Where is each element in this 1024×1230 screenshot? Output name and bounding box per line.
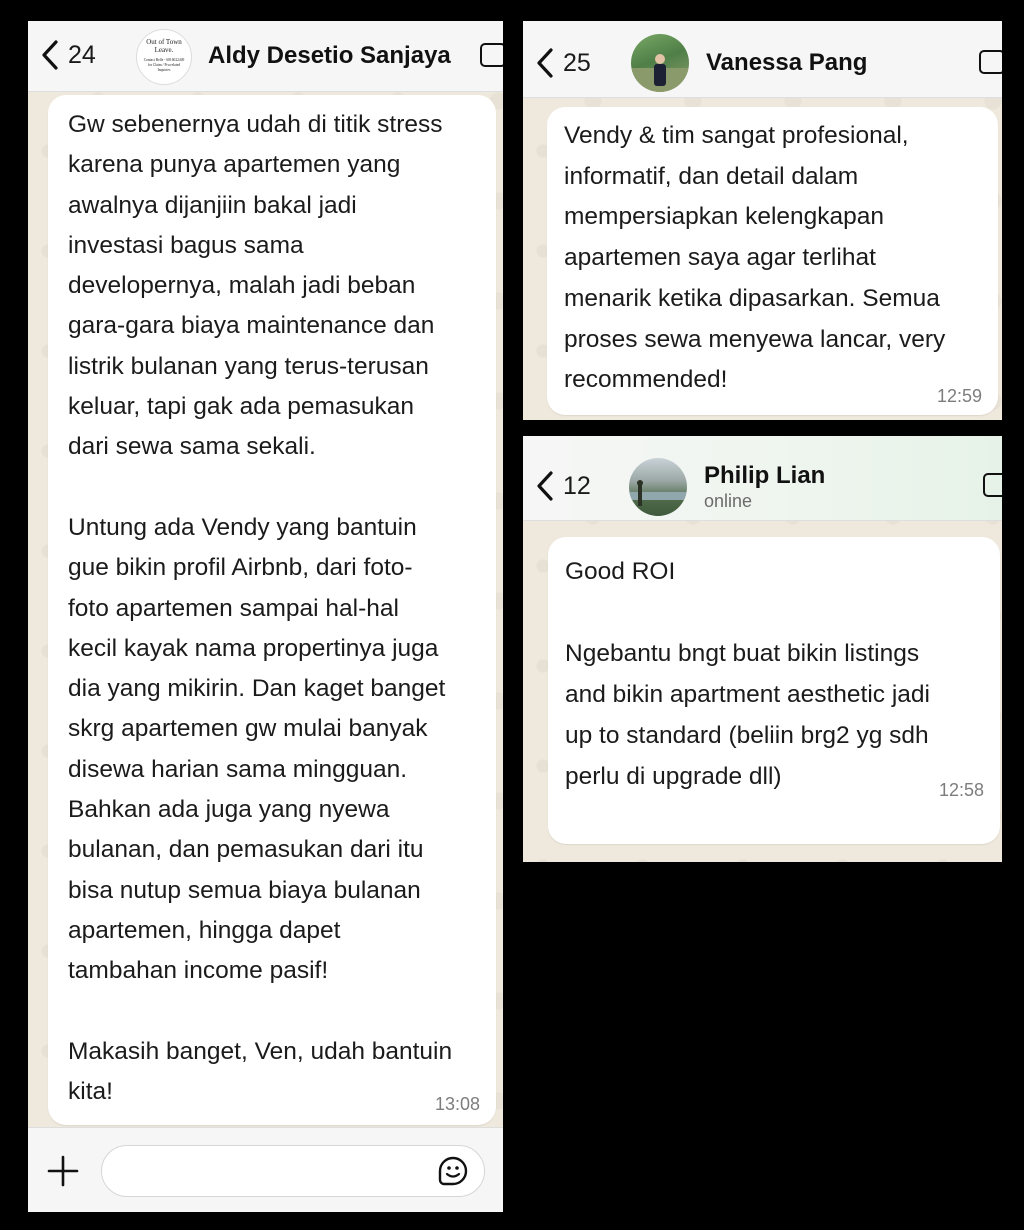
sticker-icon[interactable] (436, 1154, 470, 1188)
chevron-left-icon (535, 47, 555, 79)
message-bubble (547, 107, 998, 415)
chat-header (28, 21, 503, 92)
video-call-icon[interactable] (983, 473, 1002, 497)
avatar[interactable] (631, 34, 689, 92)
message-text: Gw sebenernya udah di titik stress karena punya apartemen yang awalnya dijanjiin bakal jadi investasi bagus sama developernya, malah jadi beban gara-gara biaya maintenance dan listrik bulanan yang terus-terusan keluar, tapi gak ada pemasukan dari sewa sama sekali. Untung ada Vendy yang bantuin gue bikin profil Airbnb, dari foto- foto apartemen sampai hal-hal kecil kayak nama propertinya juga dia yang mikirin. Dan kaget banget skrg apartemen gw mulai banyak disewa harian sama mingguan. Bahkan ada juga yang nyewa bulanan, dan pemasukan dari itu bisa nutup semua biaya bulanan apartemen, hingga dapet tambahan income pasif! Makasih banget, Ven, udah bantuin kita! (68, 111, 453, 1106)
avatar-text-line: Out of Town (146, 38, 182, 46)
avatar-text-line: Inquiries (157, 68, 171, 72)
avatar[interactable] (629, 458, 687, 516)
contact-name[interactable]: Aldy Desetio Sanjaya (208, 42, 451, 69)
back-button[interactable] (40, 39, 96, 71)
message-bubble (48, 95, 496, 1125)
message-bubble (548, 537, 1000, 844)
video-call-icon[interactable] (979, 50, 1002, 74)
chat-header (523, 21, 1002, 98)
avatar-text-line: for Claim / Pru related (147, 63, 181, 67)
chat-panel-vanessa (523, 21, 1002, 420)
message-text: Good ROI Ngebantu bngt buat bikin listings and bikin apartment aesthetic jadi up to standard (beliin brg2 yg sdh perlu di upgrade dll) (565, 558, 930, 790)
message-text: Vendy & tim sangat profesional, informatif, dan detail dalam mempersiapkan kelengkapan apartemen saya agar terlihat menarik ketika dipasarkan. Semua proses sewa menyewa lancar, very recommended! (564, 122, 946, 394)
message-time: 12:58 (938, 780, 984, 800)
avatar-text-line: Contact Belle - 6816022449 (143, 58, 185, 62)
unread-count: 25 (563, 48, 591, 77)
person-photo-icon (631, 34, 689, 92)
chat-panel-philip (523, 436, 1002, 862)
message-time: 13:08 (434, 1094, 480, 1114)
message-time: 12:59 (936, 386, 982, 406)
contact-name[interactable]: Vanessa Pang (706, 49, 868, 76)
avatar-text-line: Leave. (154, 46, 174, 54)
video-call-icon[interactable] (480, 43, 503, 67)
contact-status: online (704, 491, 753, 511)
chat-header (523, 436, 1002, 521)
plus-icon[interactable] (46, 1154, 80, 1188)
chat-panel-aldy (28, 21, 503, 1212)
contact-name[interactable]: Philip Lian (704, 462, 826, 489)
unread-count: 12 (563, 471, 591, 500)
chevron-left-icon (40, 39, 60, 71)
back-button[interactable] (535, 47, 591, 79)
unread-count: 24 (68, 40, 96, 69)
message-input[interactable] (101, 1145, 485, 1197)
back-button[interactable] (535, 470, 591, 502)
chevron-left-icon (535, 470, 555, 502)
avatar[interactable] (136, 29, 192, 85)
composer-bar (28, 1127, 503, 1212)
person-photo-icon (629, 458, 687, 516)
